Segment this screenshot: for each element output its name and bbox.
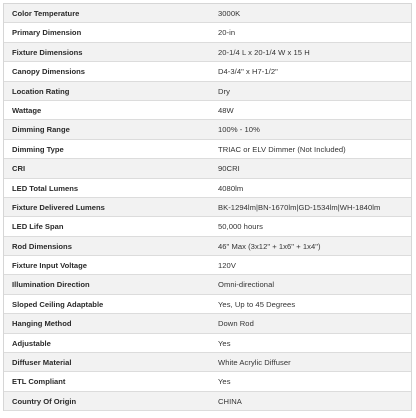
spec-row-hanging-method (4, 314, 411, 333)
spec-value: Yes (218, 377, 231, 387)
spec-value: Yes, Up to 45 Degrees (218, 299, 296, 309)
spec-row-led-life-span (4, 217, 411, 236)
spec-value: 20-in (218, 28, 236, 38)
spec-label: Wattage (12, 105, 42, 115)
spec-label: Diffuser Material (12, 358, 72, 368)
spec-row-primary-dimension (4, 23, 411, 42)
spec-value: Dry (218, 86, 230, 96)
spec-label: LED Life Span (12, 222, 64, 232)
spec-value: Yes (218, 338, 231, 348)
spec-row-fixture-dimensions (4, 43, 411, 62)
spec-row-fixture-input-voltage (4, 256, 411, 275)
spec-value: Down Rod (218, 319, 254, 329)
spec-row-illumination-direction (4, 275, 411, 294)
spec-label: Rod Dimensions (12, 241, 72, 251)
spec-row-cri (4, 159, 411, 178)
spec-label: Hanging Method (12, 319, 72, 329)
spec-value: CHINA (218, 396, 242, 406)
spec-label: Color Temperature (12, 9, 80, 18)
spec-row-color-temperature (4, 4, 411, 23)
spec-row-led-total-lumens (4, 179, 411, 198)
spec-table (3, 3, 412, 411)
spec-value: 120V (218, 261, 236, 271)
spec-value: 90CRI (218, 164, 240, 174)
spec-row-location-rating (4, 82, 411, 101)
spec-label: LED Total Lumens (12, 183, 79, 193)
spec-row-country-of-origin (4, 392, 411, 411)
spec-label: Dimming Type (12, 144, 64, 154)
spec-label: Dimming Range (12, 125, 70, 135)
spec-value: 20-1/4 L x 20-1/4 W x 15 H (218, 47, 310, 57)
spec-label: Location Rating (12, 86, 70, 96)
spec-value: TRIAC or ELV Dimmer (Not Included) (218, 144, 346, 154)
spec-row-fixture-delivered-lumens (4, 198, 411, 217)
spec-row-diffuser-material (4, 353, 411, 372)
spec-label: Fixture Dimensions (12, 47, 83, 57)
spec-value: 50,000 hours (218, 222, 263, 232)
spec-label: CRI (12, 164, 26, 174)
spec-label: Fixture Input Voltage (12, 261, 87, 271)
spec-value: 3000K (218, 9, 241, 18)
spec-label: Country Of Origin (12, 396, 77, 406)
spec-label: Fixture Delivered Lumens (12, 202, 105, 212)
spec-value: White Acrylic Diffuser (218, 358, 291, 368)
spec-label: Illumination Direction (12, 280, 90, 290)
spec-label: Canopy Dimensions (12, 67, 85, 77)
spec-label: Adjustable (12, 338, 51, 348)
spec-value: 46" Max (3x12" + 1x6" + 1x4") (218, 241, 321, 251)
spec-row-dimming-range (4, 120, 411, 139)
spec-row-adjustable (4, 334, 411, 353)
spec-label: ETL Compliant (12, 377, 66, 387)
spec-value: 4080lm (218, 183, 244, 193)
spec-value: BK-1294lm|BN-1670lm|GD-1534lm|WH-1840lm (218, 202, 381, 212)
spec-row-dimming-type (4, 140, 411, 159)
spec-row-etl-compliant (4, 372, 411, 391)
spec-row-rod-dimensions (4, 237, 411, 256)
spec-label: Primary Dimension (12, 28, 82, 38)
spec-row-sloped-ceiling-adaptable (4, 295, 411, 314)
spec-row-canopy-dimensions (4, 62, 411, 81)
spec-value: 100% - 10% (218, 125, 260, 135)
spec-row-wattage (4, 101, 411, 120)
spec-value: D4-3/4" x H7-1/2" (218, 67, 278, 77)
spec-label: Sloped Ceiling Adaptable (12, 299, 104, 309)
spec-value: 48W (218, 105, 234, 115)
spec-value: Omni-directional (218, 280, 275, 290)
